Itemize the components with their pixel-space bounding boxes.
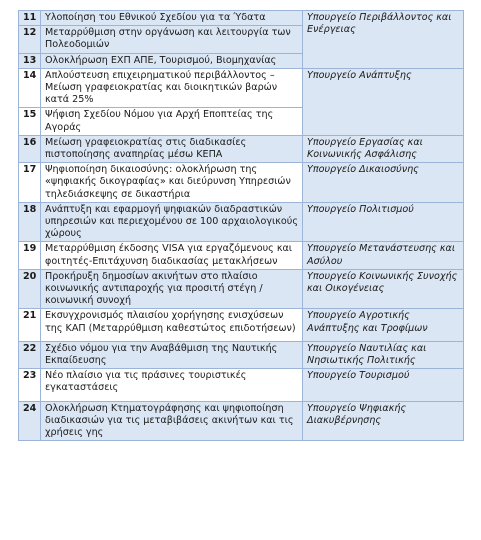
row-description: Προκήρυξη δημοσίων ακινήτων στο πλαίσιο κοινωνικής αντιπαροχής για προσιτή στέγη / κοινωνική συνοχή xyxy=(41,269,303,309)
row-description: Ολοκλήρωση Κτηματογράφησης και ψηφιοποίηση διαδικασιών για τις μεταβιβάσεις ακινήτων και τις χρήσεις γης xyxy=(41,401,303,441)
row-ministry: Υπουργείο Τουρισμού xyxy=(303,369,464,401)
row-ministry: Υπουργείο Αγροτικής Ανάπτυξης και Τροφίμων xyxy=(303,309,464,341)
reforms-table xyxy=(18,10,464,441)
row-description: Εκσυγχρονισμός πλαισίου χορήγησης ενισχύσεων της ΚΑΠ (Μεταρρύθμιση καθεστώτος επιδοτήσεων) xyxy=(41,309,303,341)
row-number: 23 xyxy=(19,369,41,401)
table-row xyxy=(19,309,464,341)
row-number: 12 xyxy=(19,26,41,53)
table-row xyxy=(19,163,464,203)
row-description: Μεταρρύθμιση έκδοσης VISA για εργαζόμενους και φοιτητές-Επιτάχυνση διαδικασίας μετακλήσεων xyxy=(41,242,303,269)
table-row xyxy=(19,135,464,162)
row-ministry: Υπουργείο Μετανάστευσης και Ασύλου xyxy=(303,242,464,269)
row-ministry: Υπουργείο Κοινωνικής Συνοχής και Οικογένειας xyxy=(303,269,464,309)
row-description: Νέο πλαίσιο για τις πράσινες τουριστικές εγκαταστάσεις xyxy=(41,369,303,401)
row-description: Ψήφιση Σχεδίου Νόμου για Αρχή Εποπτείας της Αγοράς xyxy=(41,108,303,135)
row-number: 18 xyxy=(19,202,41,242)
row-ministry: Υπουργείο Ανάπτυξης xyxy=(303,68,464,135)
row-description: Ανάπτυξη και εφαρμογή ψηφιακών διαδραστικών υπηρεσιών και περιεχομένου σε 100 αρχαιολογικούς χώρους xyxy=(41,202,303,242)
row-number: 24 xyxy=(19,401,41,441)
table-row xyxy=(19,202,464,242)
row-description: Σχέδιο νόμου για την Αναβάθμιση της Ναυτικής Εκπαίδευσης xyxy=(41,341,303,368)
row-number: 20 xyxy=(19,269,41,309)
table-row xyxy=(19,341,464,368)
row-number: 13 xyxy=(19,53,41,68)
row-ministry: Υπουργείο Πολιτισμού xyxy=(303,202,464,242)
row-ministry: Υπουργείο Ναυτιλίας και Νησιωτικής Πολιτικής xyxy=(303,341,464,368)
table-row xyxy=(19,68,464,108)
row-number: 17 xyxy=(19,163,41,203)
row-number: 14 xyxy=(19,68,41,108)
row-ministry: Υπουργείο Εργασίας και Κοινωνικής Ασφάλισης xyxy=(303,135,464,162)
row-number: 22 xyxy=(19,341,41,368)
row-number: 15 xyxy=(19,108,41,135)
table-row xyxy=(19,242,464,269)
row-number: 11 xyxy=(19,11,41,26)
table-row xyxy=(19,11,464,26)
row-description: Ψηφιοποίηση δικαιοσύνης: ολοκλήρωση της «ψηφιακής δικογραφίας» και διεύρυνση Υπηρεσιών τηλεδιάσκεψης σε δικαστήρια xyxy=(41,163,303,203)
row-description: Υλοποίηση του Εθνικού Σχεδίου για τα Ύδατα xyxy=(41,11,303,26)
row-description: Μείωση γραφειοκρατίας στις διαδικασίες πιστοποίησης αναπηρίας μέσω ΚΕΠΑ xyxy=(41,135,303,162)
row-number: 21 xyxy=(19,309,41,341)
row-ministry: Υπουργείο Περιβάλλοντος και Ενέργειας xyxy=(303,11,464,69)
row-number: 16 xyxy=(19,135,41,162)
row-ministry: Υπουργείο Ψηφιακής Διακυβέρνησης xyxy=(303,401,464,441)
table-row xyxy=(19,369,464,401)
table-row xyxy=(19,401,464,441)
row-description: Μεταρρύθμιση στην οργάνωση και λειτουργία των Πολεοδομιών xyxy=(41,26,303,53)
row-description: Απλούστευση επιχειρηματικού περιβάλλοντος – Μείωση γραφειοκρατίας και διοικητικών βαρών κατά 25% xyxy=(41,68,303,108)
row-description: Ολοκλήρωση ΕΧΠ ΑΠΕ, Τουρισμού, Βιομηχανίας xyxy=(41,53,303,68)
table-row xyxy=(19,269,464,309)
row-number: 19 xyxy=(19,242,41,269)
row-ministry: Υπουργείο Δικαιοσύνης xyxy=(303,163,464,203)
